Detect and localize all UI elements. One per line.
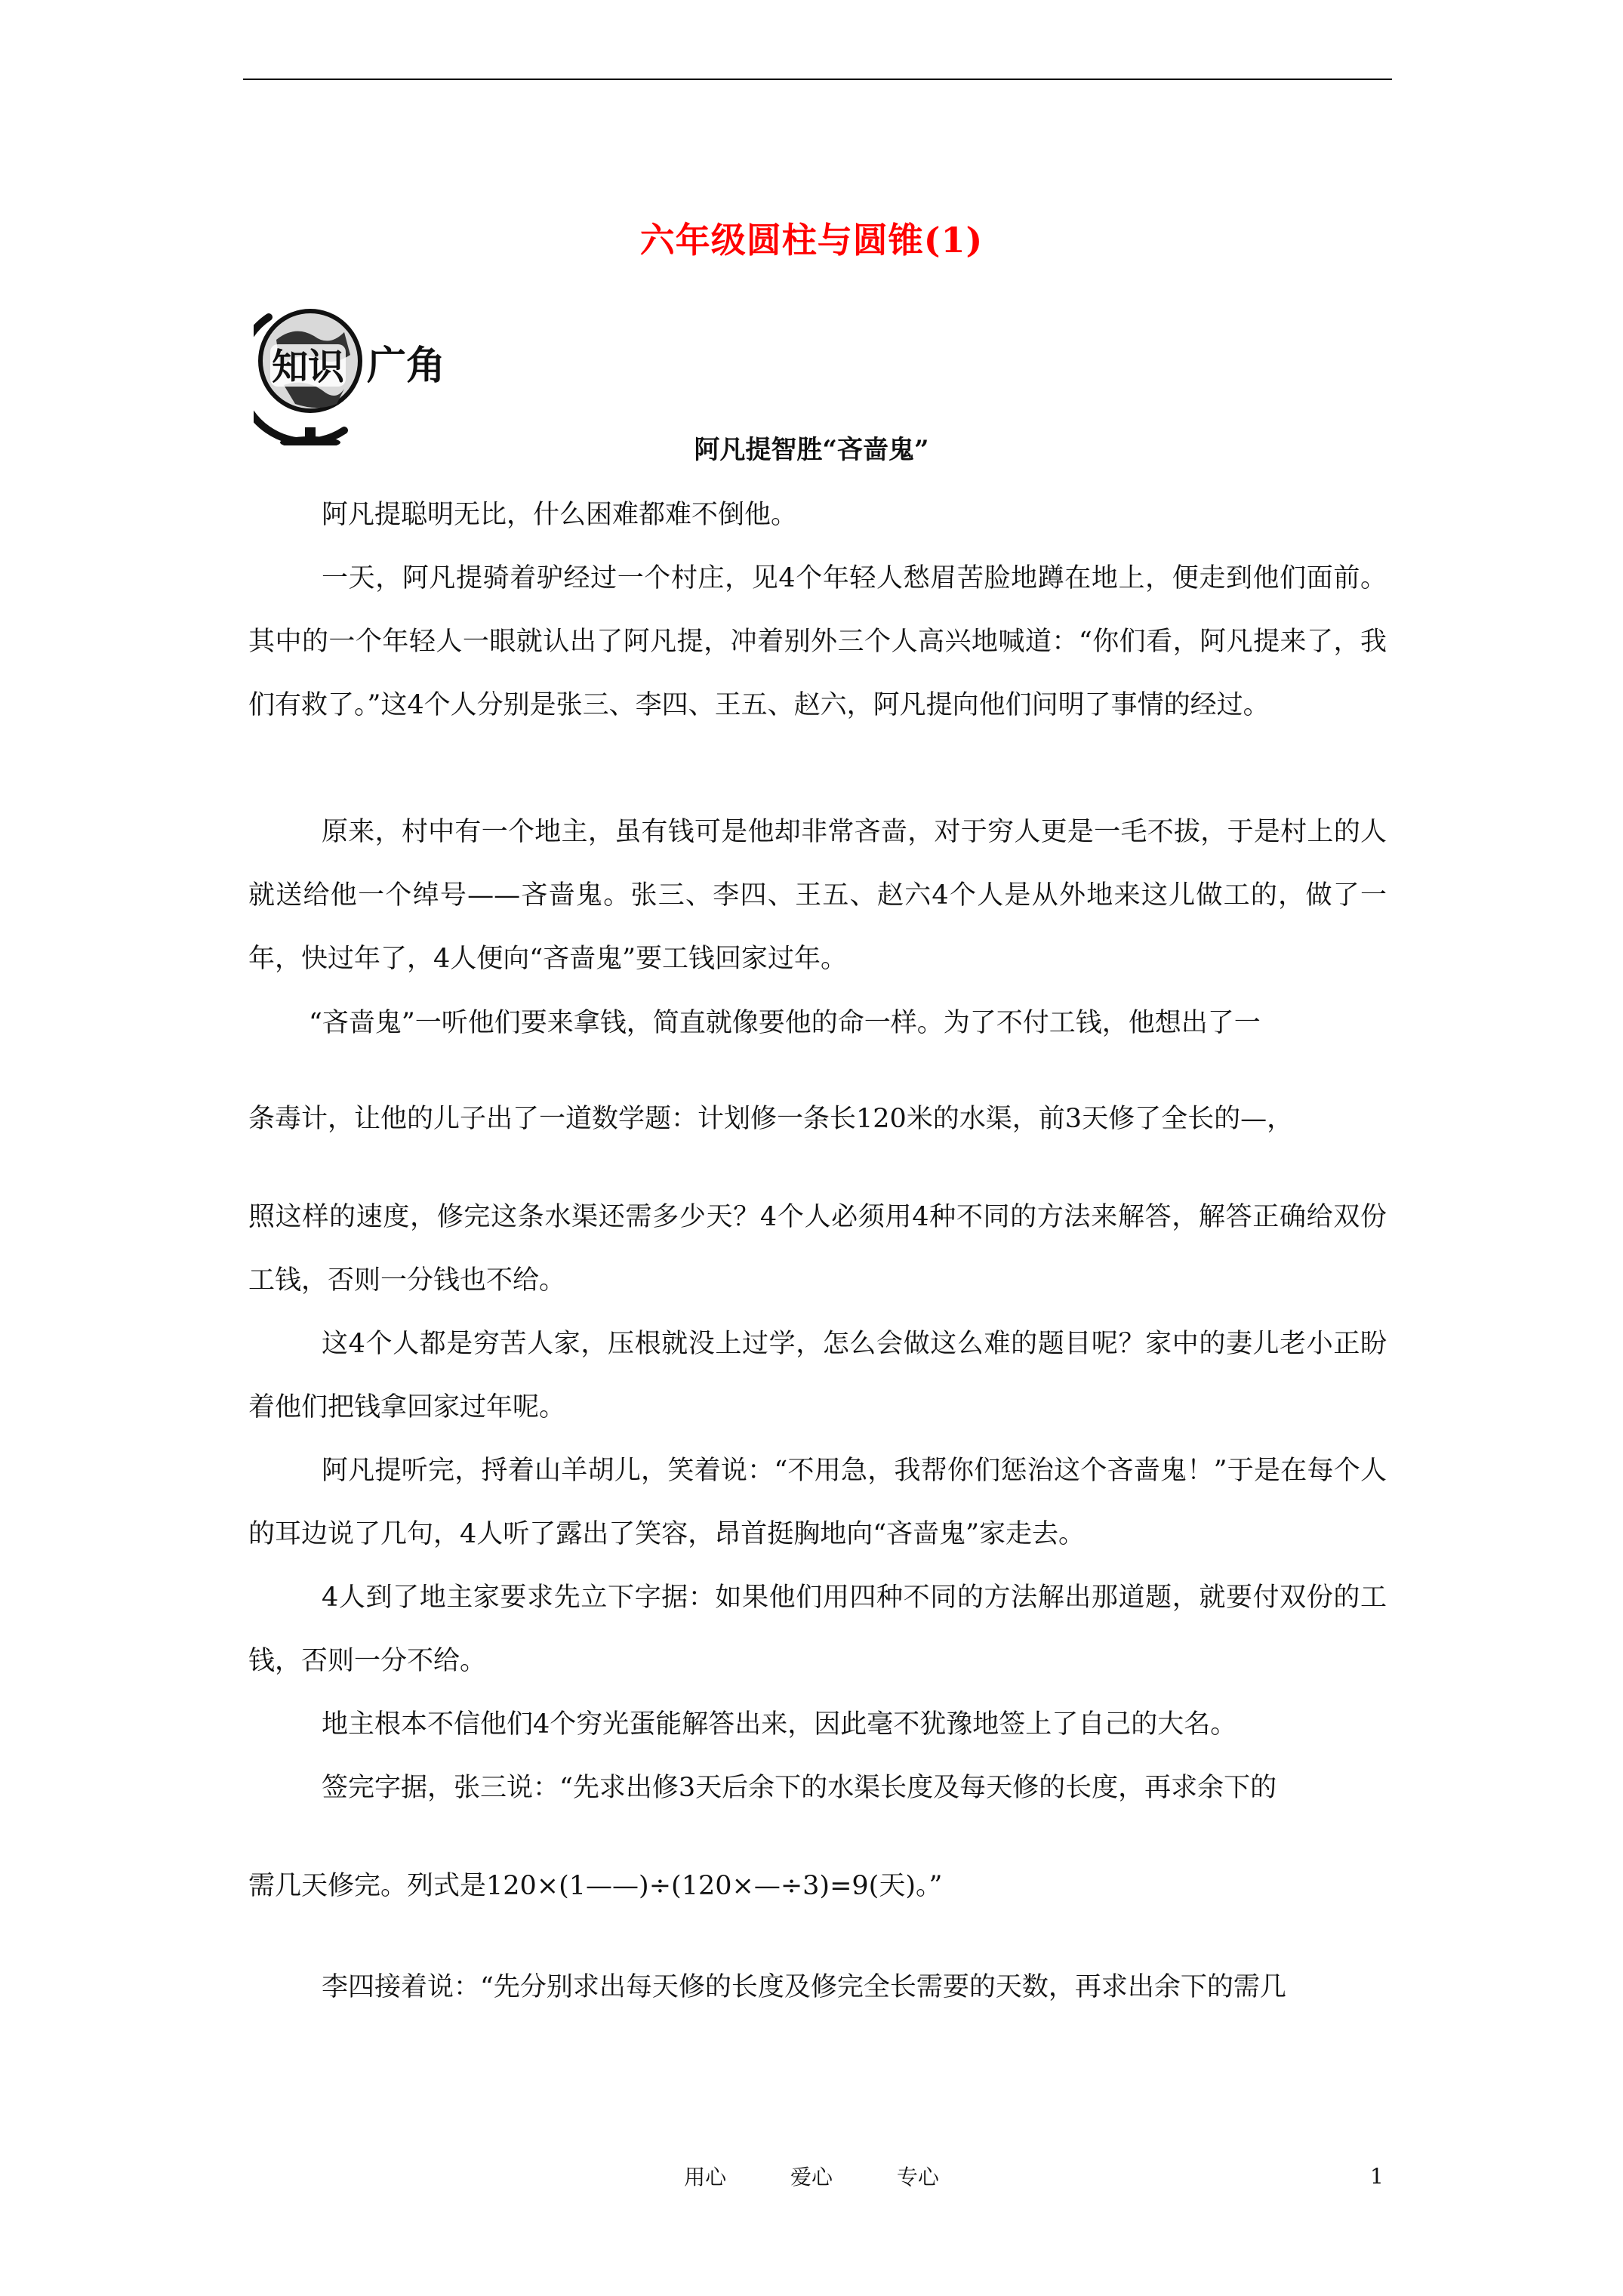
paragraph-7: 4人到了地主家要求先立下字据：如果他们用四种不同的方法解出那道题，就要付双份的工钱，否则一分不给。 [248, 1583, 1387, 1676]
paragraph-4-line-1: “吝啬鬼”一听他们要来拿钱，简直就像要他的命一样。为了不付工钱，他想出了一 [309, 1008, 1261, 1038]
paragraph-2: 一天，阿凡提骑着驴经过一个村庄，见4个年轻人愁眉苦脸地蹲在地上，便走到他们面前。其中的一个年轻人一眼就认出了阿凡提，冲着别外三个人高兴地喊道：“你们看，阿凡提来了，我们有救了。”这4个人分别是张三、李四、王五、赵六，阿凡提向他们问明了事情的经过。 [248, 563, 1387, 720]
svg-text:知识: 知识 [272, 346, 345, 388]
paragraph-6: 阿凡提听完，捋着山羊胡儿，笑着说：“不用急，我帮你们惩治这个吝啬鬼！”于是在每个人的耳边说了几句，4人听了露出了笑容，昂首挺胸地向“吝啬鬼”家走去。 [248, 1456, 1387, 1549]
knowledge-corner-logo [254, 294, 465, 445]
paragraph-4-line-3: 照这样的速度，修完这条水渠还需多少天？4个人必须用4种不同的方法来解答，解答正确给双份工钱，否则一分钱也不给。 [248, 1202, 1387, 1296]
story-title: 阿凡提智胜“吝啬鬼” [694, 435, 929, 465]
paragraph-8: 地主根本不信他们4个穷光蛋能解答出来，因此毫不犹豫地签上了自己的大名。 [322, 1709, 1237, 1740]
page-title: 六年级圆柱与圆锥(1) [639, 220, 984, 260]
paragraph-3: 原来，村中有一个地主，虽有钱可是他却非常吝啬，对于穷人更是一毛不拔，于是村上的人就送给他一个绰号——吝啬鬼。张三、李四、王五、赵六4个人是从外地来这儿做工的，做了一年，快过年了，4人便向“吝啬鬼”要工钱回家过年。 [248, 817, 1387, 974]
footer-item: 用心 [684, 2165, 727, 2190]
paragraph-1: 阿凡提聪明无比，什么困难都难不倒他。 [322, 500, 798, 530]
footer-item: 爱心 [790, 2165, 833, 2190]
footer-item: 专心 [896, 2165, 939, 2190]
header-rule [243, 79, 1392, 80]
paragraph-9-line-1: 签完字据，张三说：“先求出修3天后余下的水渠长度及每天修的长度，再求余下的 [322, 1773, 1277, 1803]
paragraph-9-line-2: 需几天修完。列式是120×(1——)÷(120×—÷3)=9(天)。” [248, 1871, 943, 1901]
paragraph-5: 这4个人都是穷苦人家，压根就没上过学，怎么会做这么难的题目呢？家中的妻儿老小正盼着他们把钱拿回家过年呢。 [248, 1329, 1387, 1422]
globe-icon [254, 294, 465, 445]
paragraph-10: 李四接着说：“先分别求出每天修的长度及修完全长需要的天数，再求出余下的需几 [322, 1972, 1286, 2002]
page-number: 1 [1370, 2164, 1384, 2189]
svg-text:广角: 广角 [367, 344, 446, 389]
paragraph-4-line-2: 条毒计，让他的儿子出了一道数学题：计划修一条长120米的水渠，前3天修了全长的—， [248, 1104, 1294, 1134]
